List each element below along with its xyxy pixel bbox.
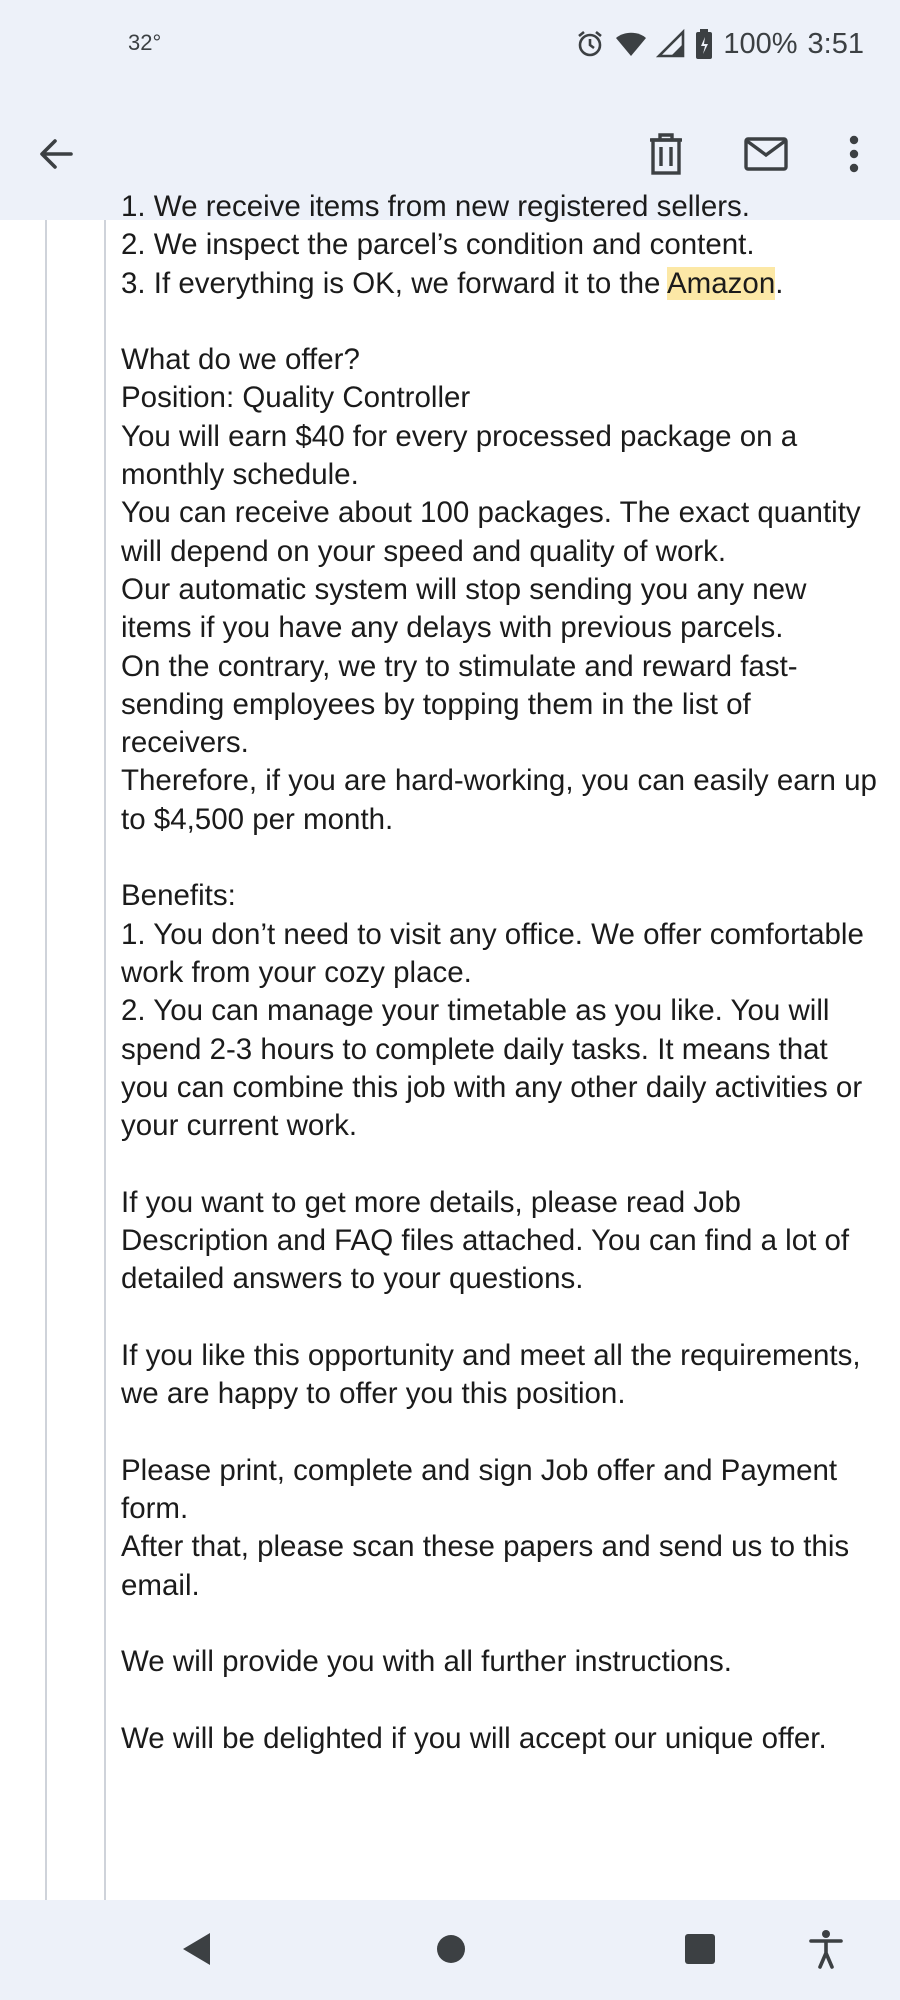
nav-home-button[interactable] [424, 1924, 478, 1978]
more-options-button[interactable] [822, 124, 886, 188]
details-paragraph: If you want to get more details, please read Job Description and FAQ files attached. You can find a lot of detailed answers to your questions. [121, 1185, 858, 1296]
delete-button[interactable] [634, 124, 698, 188]
print-form-line: Please print, complete and sign Job offer and Payment form. [121, 1453, 846, 1526]
battery-percent: 100% [723, 27, 798, 60]
quote-bar-inner [104, 220, 106, 1900]
reward-line: On the contrary, we try to stimulate and reward fast-sending employees by topping them in the list of receivers. [121, 649, 798, 760]
back-arrow-icon [37, 135, 75, 178]
battery-icon [695, 29, 713, 59]
instructions-line: We will provide you with all further instructions. [121, 1645, 733, 1679]
list-item-2: 2. We inspect the parcel’s condition and content. [121, 228, 755, 262]
benefit-2: 2. You can manage your timetable as you like. You will spend 2-3 hours to complete daily tasks. It means that you can combine this job with any other daily activities or your current work. [121, 994, 871, 1143]
mark-unread-button[interactable] [734, 124, 798, 188]
back-triangle-icon [180, 1931, 214, 1972]
mark-unread-icon [744, 137, 788, 176]
home-circle-icon [435, 1933, 467, 1970]
nav-back-button[interactable] [170, 1924, 224, 1978]
more-options-icon [848, 135, 860, 178]
alarm-icon [575, 29, 605, 59]
accessibility-icon [808, 1929, 844, 1974]
benefit-1: 1. You don’t need to visit any office. We offer comfortable work from your cozy place. [121, 917, 873, 989]
clock: 3:51 [807, 27, 864, 60]
wifi-icon [615, 30, 647, 58]
email-content [0, 190, 900, 1900]
system-nav-bar [0, 1900, 900, 2000]
signal-icon [657, 30, 685, 58]
position-line: Position: Quality Controller [121, 381, 471, 415]
earn-up-to-line: Therefore, if you are hard-working, you can easily earn up to $4,500 per month. [121, 764, 886, 836]
quote-bar-outer [45, 220, 47, 1900]
list-item-3-text: 3. If everything is OK, we forward it to the [121, 266, 667, 300]
quantity-line: You can receive about 100 packages. The exact quantity will depend on your speed and quality of work. [121, 496, 869, 568]
list-item-3-end: . [775, 266, 784, 300]
benefits-heading: Benefits: [121, 879, 236, 913]
delighted-line: We will be delighted if you will accept our unique offer. [121, 1721, 827, 1755]
nav-recents-button[interactable] [673, 1924, 727, 1978]
status-icons [575, 22, 864, 66]
recents-square-icon [684, 1933, 716, 1970]
opportunity-paragraph: If you like this opportunity and meet all the requirements, we are happy to offer you this position. [121, 1338, 869, 1411]
scan-line: After that, please scan these papers and send us to this email. [121, 1530, 858, 1602]
highlighted-search-term: Amazon [667, 266, 776, 300]
delete-icon [648, 133, 684, 180]
list-item-3 [121, 265, 881, 303]
accessibility-button[interactable] [799, 1924, 853, 1978]
stop-sending-line: Our automatic system will stop sending you any new items if you have any delays with previous parcels. [121, 572, 815, 645]
email-body [121, 188, 886, 1758]
back-button[interactable] [24, 124, 88, 188]
status-bar [0, 0, 900, 90]
temperature-label: 32° [128, 30, 162, 55]
list-item-1: 1. We receive items from new registered sellers. [121, 190, 751, 223]
earn-line: You will earn $40 for every processed package on a monthly schedule. [121, 419, 806, 492]
offer-heading: What do we offer? [121, 343, 360, 377]
